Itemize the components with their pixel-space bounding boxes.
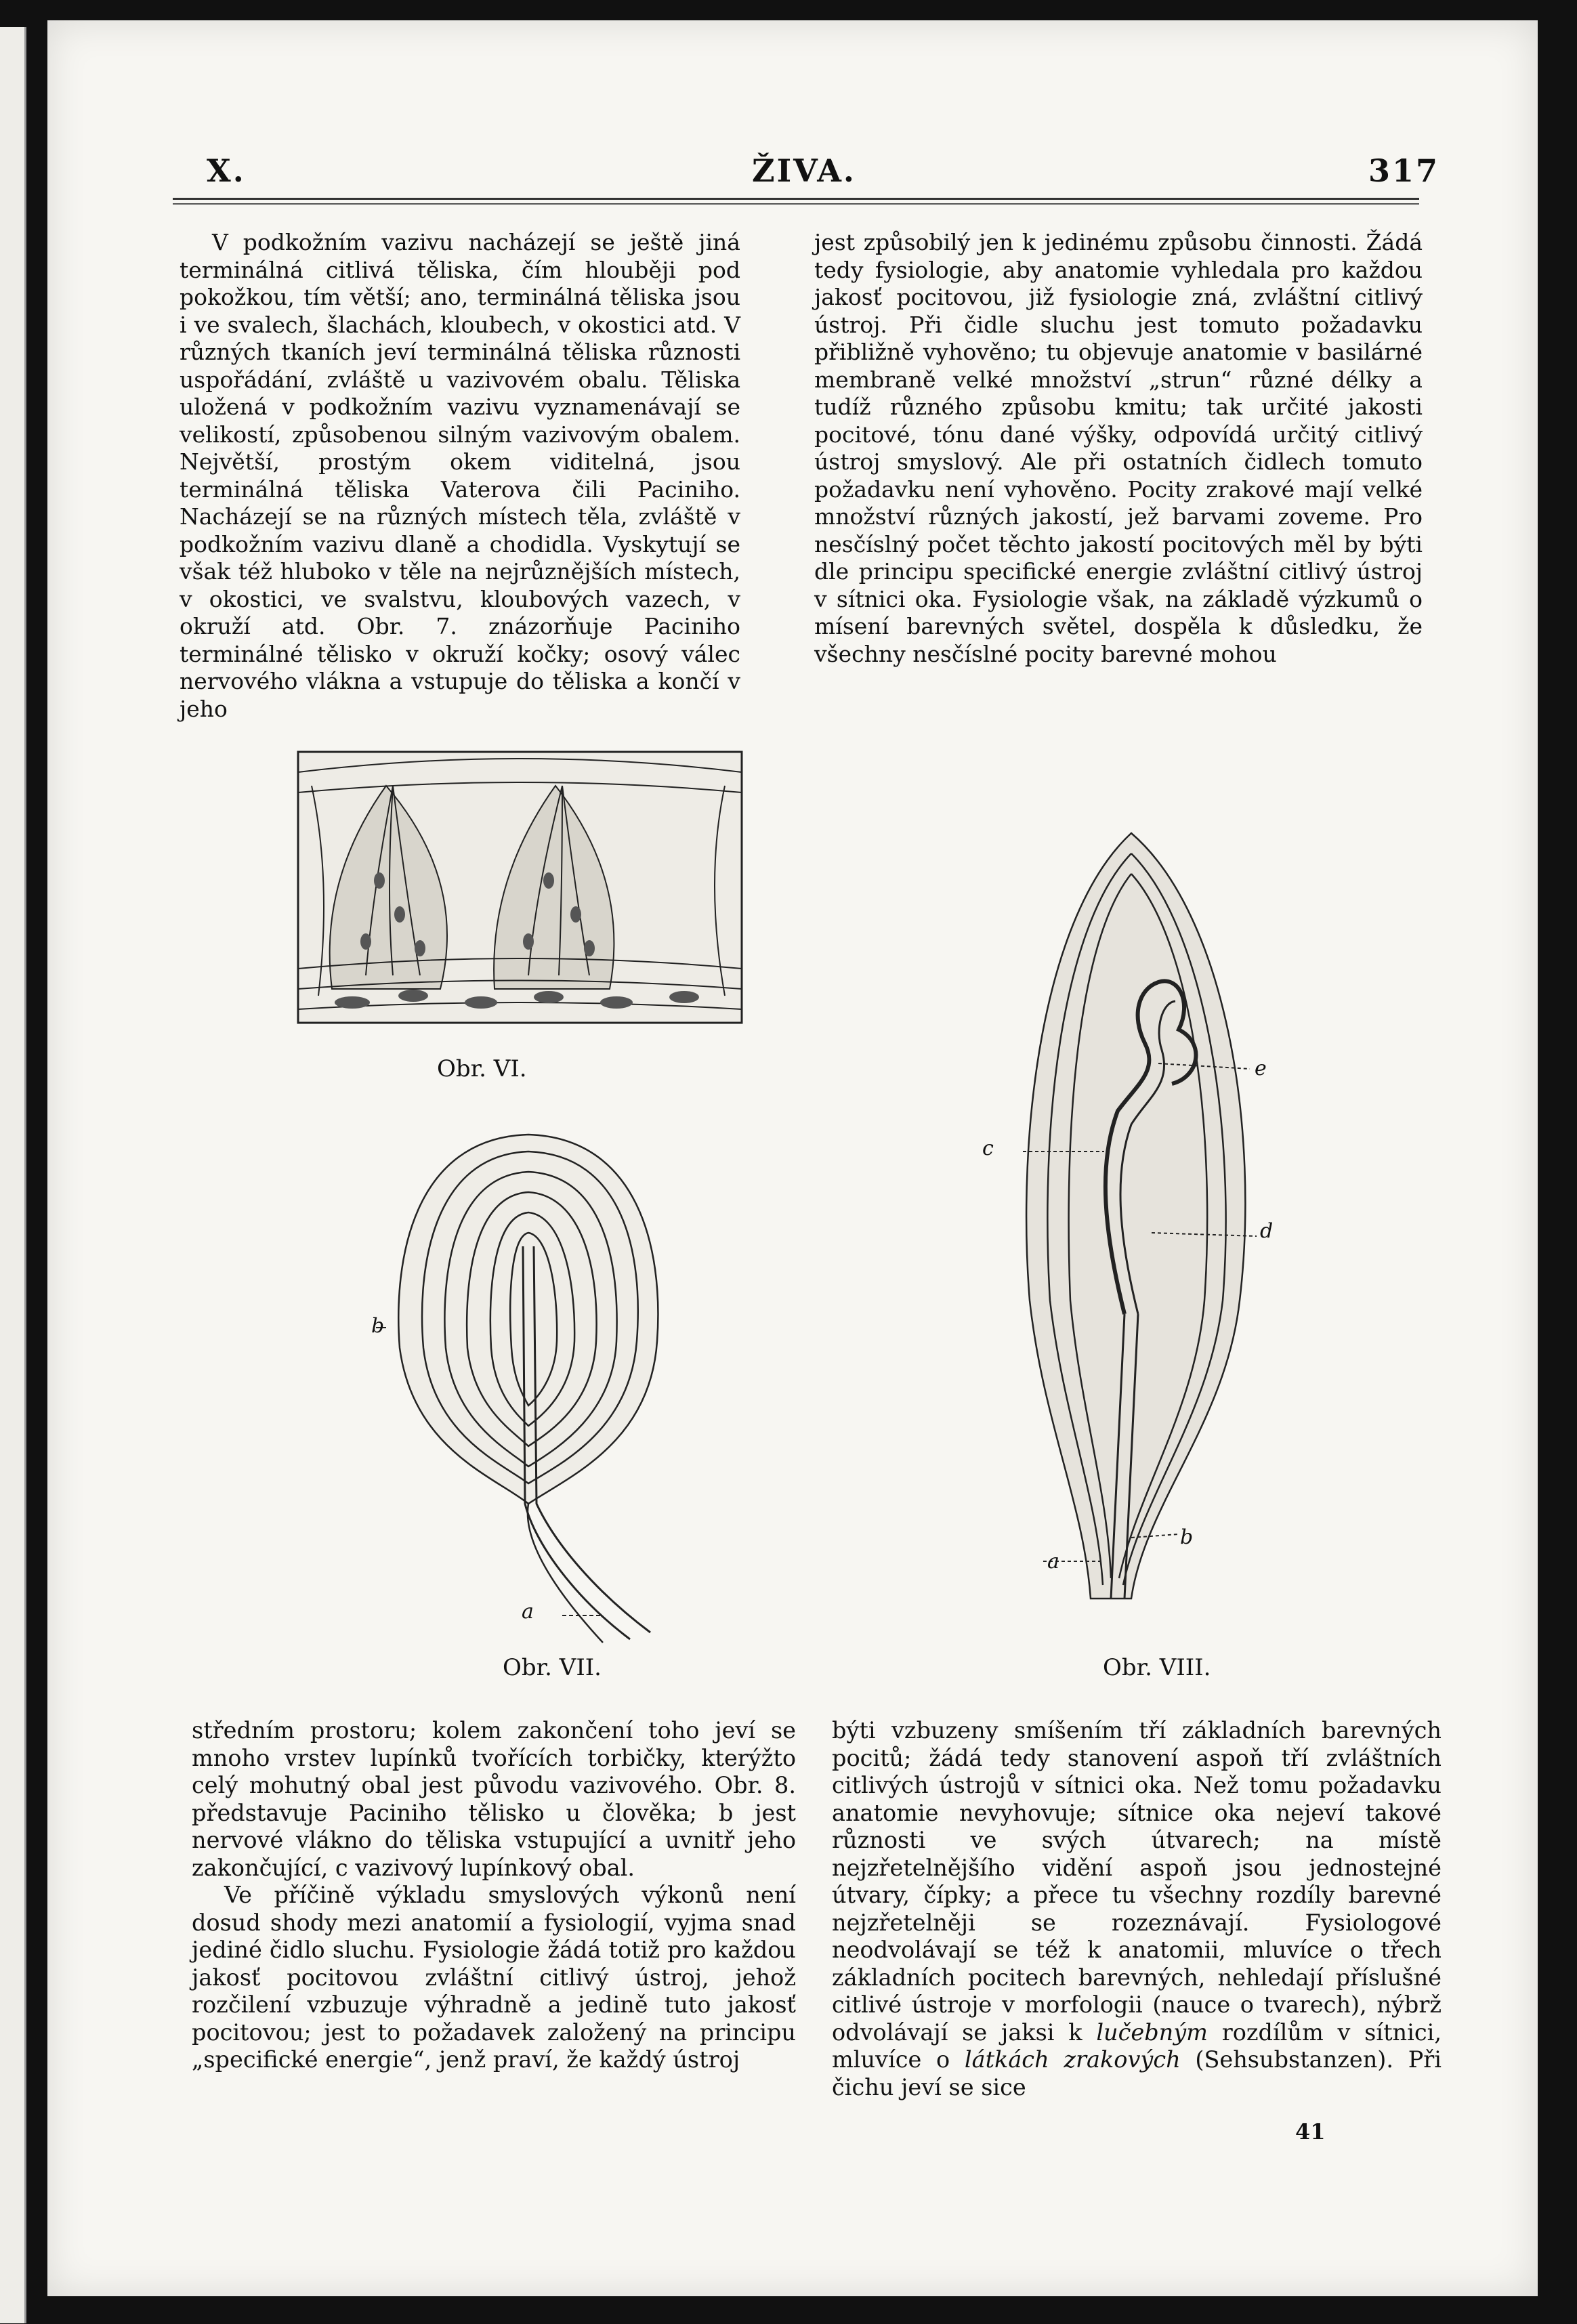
signature-mark: 41 <box>1295 2119 1326 2145</box>
column-left-bottom <box>192 1717 796 2074</box>
figure-7-label-b: b <box>371 1314 385 1338</box>
paragraph: V podkožním vazivu nacházejí se ještě jiná terminálná citlivá těliska, čím hlouběji pod pokožkou, tím větší; ano, terminálná těliska jsou i ve svalech, šlachách, kloubech, v okostici atd. V různých tkaních jeví terminálná těliska různosti uspořádání, zvláště u vazivovém obalu. Těliska uložená v podkožním vazivu vyznamenávají se velikostí, způsobenou silným vazivovým obalem. Největší, prostým okem viditelná, jsou terminálná těliska Vaterova čili Paciniho. Nacházejí se na různých místech těla, zvláště v podkožním vazivu dlaně a chodidla. Vyskytují se však též hluboko v těle na nejrůznějších místech, v okostici, ve svalstvu, kloubových vazech, v okruží atd. Obr. 7. znázorňuje Paciniho terminálné tělisko v okruží kočky; osový válec nervového vlákna a vstupuje do těliska a končí v jeho <box>180 229 740 722</box>
figure-8-illustration <box>1003 826 1287 1612</box>
header-rule <box>173 198 1419 200</box>
figure-8-label-a: a <box>1047 1550 1059 1573</box>
figure-8-caption: Obr. VIII. <box>1103 1654 1211 1681</box>
journal-title: ŽIVA. <box>752 152 856 189</box>
page-number: 317 <box>1368 152 1440 189</box>
figure-6-caption: Obr. VI. <box>437 1055 527 1082</box>
text-run: býti vzbuzeny smíšením tří základních barevných pocitů; žádá tedy stanovení aspoň tří zvláštních citlivých ústrojů v sítnici oka. Než tomu požadavku anatomie nevyhovuje; sítnice oka nejeví takové různosti ve svých útvarech; na místě nejzřetelnějšího vidění aspoň jsou jednostejné útvary, čípky; a přece tu všechny rozdíly barevné nejzřetelněji se rozeznávají. Fysiologové neodvolávají se též k anatomii, mluvíce o třech základních pocitech barevných, nehledají příslušné citlivé ústroje v morfologii (nauce o tvarech), nýbrž odvolávají se jaksi k <box>832 1717 1442 2046</box>
figure-8-label-d: d <box>1260 1219 1274 1243</box>
paragraph: Ve příčině výkladu smyslových výkonů není dosud shody mezi anatomií a fysiologií, vyjma snad jediné čidlo sluchu. Fysiologie žádá totiž pro každou jakosť pocitovou zvláštní citlivý ústroj, jehož rozčilení vzbuzuje výhradně a jedině tuto jakosť pocitovou; jest to požadavek založený na principu „specifické energie“, jenž praví, že každý ústroj <box>192 1882 796 2073</box>
figure-8-label-e: e <box>1255 1057 1267 1080</box>
text-run: (Sehsubstanzen). Při čichu jeví se sice <box>832 2046 1442 2100</box>
paragraph: jest způsobilý jen k jedinému způsobu činnosti. Žádá tedy fysiologie, aby anatomie vyhledala pro každou jakosť pocitovou, již fysiologie zná, zvláštní citlivý ústroj. Při čidle sluchu jest tomuto požadavku přibližně vyhověno; tu objevuje anatomie v basilárné membraně velké množství „strun“ různé délky a tudíž různého způsobu kmitu; tak určité jakosti pocitové, tónu dané výšky, odpovídá určitý citlivý ústroj smyslový. Ale při ostatních čidlech tomuto požadavku není vyhověno. Pocity zrakové mají velké množství různých jakostí, jež barvami zoveme. Pro nesčíslný počet těchto jakostí pocitových měl by býti dle principu specifické energie zvláštní citlivý ústroj v sítnici oka. Fysiologie však, na základě výzkumů o mísení barevných světel, dospěla k důsledku, že všechny nesčíslné pocity barevné mohou <box>814 229 1423 667</box>
figure-8-label-c: c <box>982 1137 994 1160</box>
figure-6-illustration <box>291 745 752 1050</box>
figure-8-label-b: b <box>1180 1525 1194 1549</box>
text-run: rozdílům v sítnici, mluvíce o <box>832 2019 1442 2073</box>
italic-term: látkách zrakových <box>964 2046 1181 2073</box>
paragraph <box>832 1717 1442 2101</box>
figure-7-caption: Obr. VII. <box>503 1654 602 1681</box>
figure-7-illustration <box>359 1124 698 1646</box>
page-edge <box>0 27 26 2323</box>
column-right-top <box>814 229 1423 668</box>
figure-7-label-a: a <box>522 1600 534 1624</box>
column-right-bottom <box>832 1717 1442 2101</box>
volume-number: X. <box>207 152 246 189</box>
column-left-top <box>180 229 740 723</box>
header-rule-2 <box>173 203 1419 205</box>
italic-term: lučebným <box>1096 2019 1208 2046</box>
paragraph: středním prostoru; kolem zakončení toho jeví se mnoho vrstev lupínků tvořících torbičky, kterýžto celý mohutný obal jest původu vazivového. Obr. 8. představuje Paciniho tělisko u člověka; b jest nervové vlákno do těliska vstupující a uvnitř jeho zakončující, c vazivový lupínkový obal. <box>192 1717 796 1881</box>
running-header <box>156 152 1440 193</box>
